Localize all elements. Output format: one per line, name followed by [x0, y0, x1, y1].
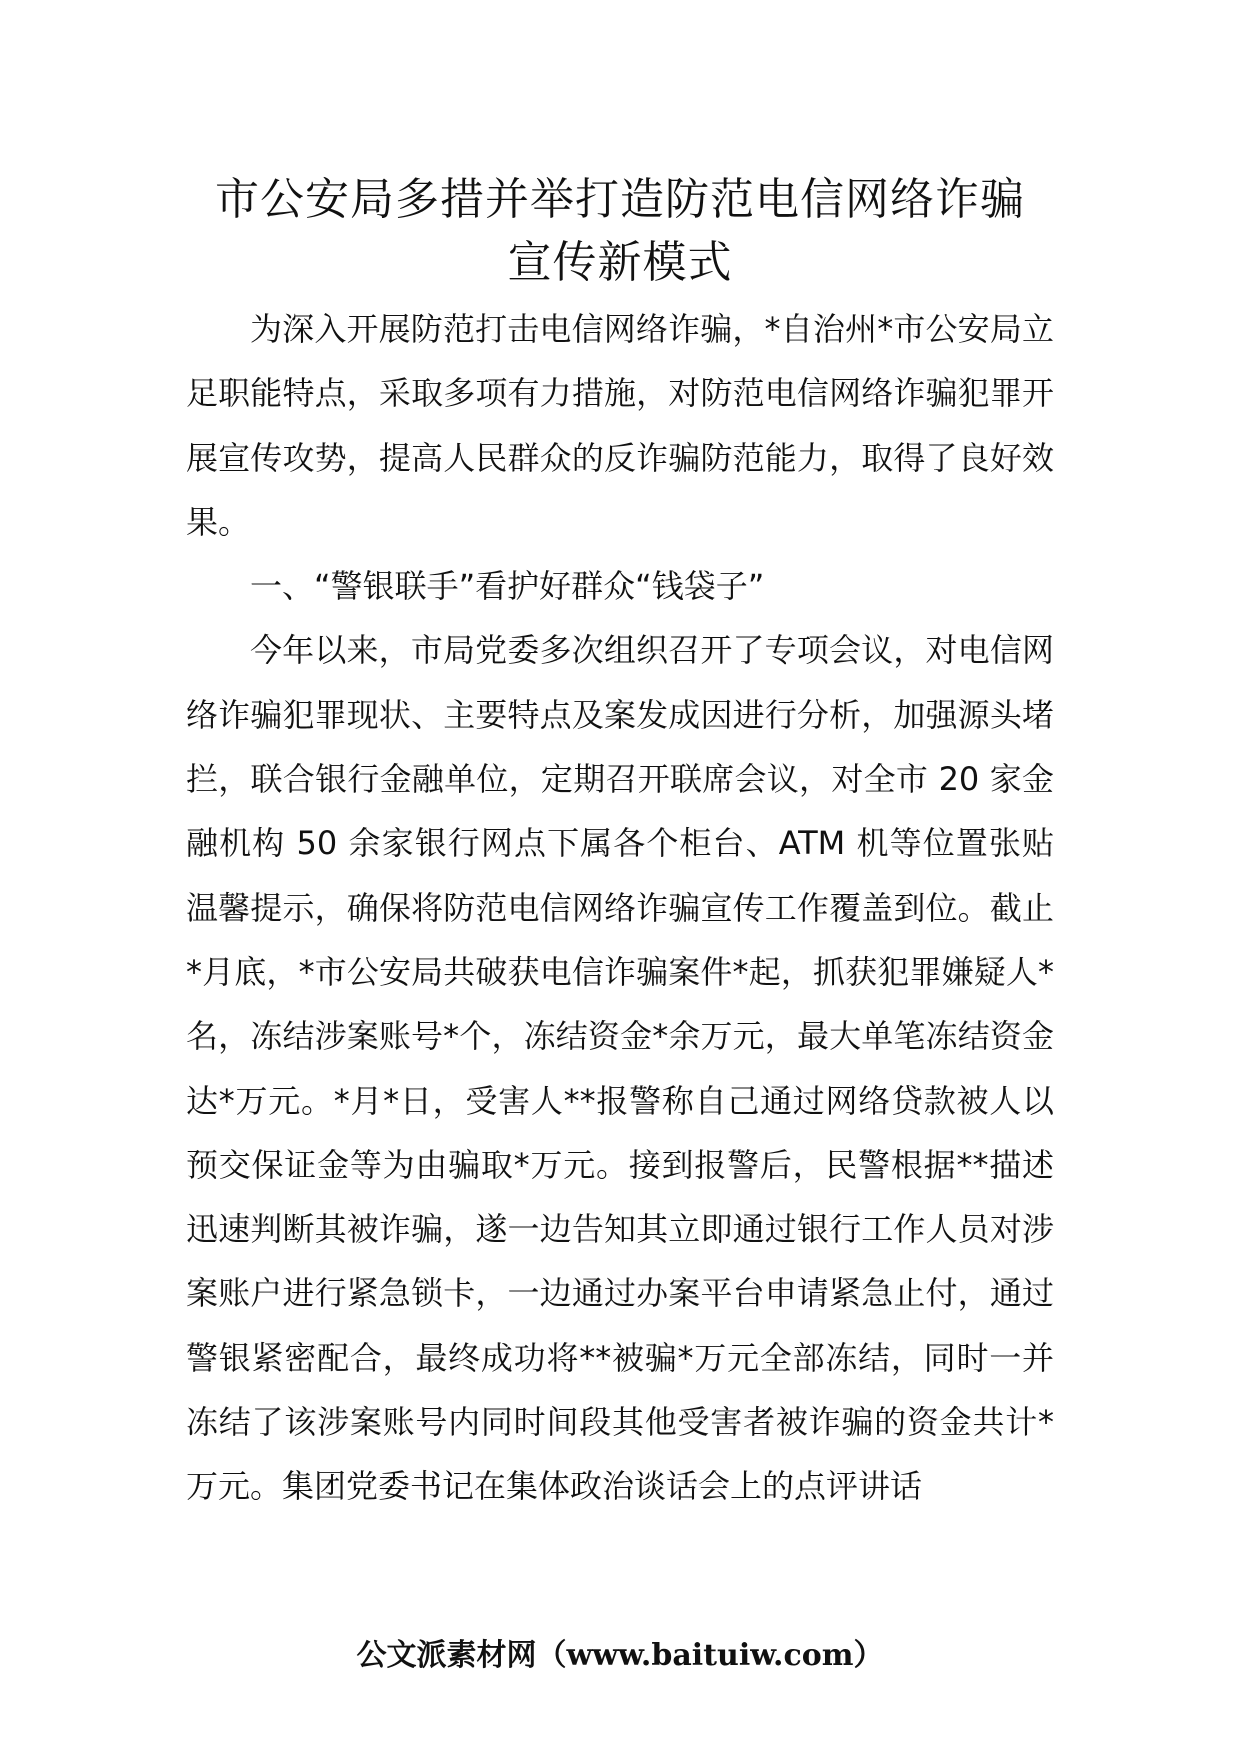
document-body	[186, 297, 1054, 1519]
document-title-line-1: 市公安局多措并举打造防范电信网络诈骗	[215, 174, 1025, 225]
paragraph-main: 今年以来，市局党委多次组织召开了专项会议，对电信网络诈骗犯罪现状、主要特点及案发成因进行分析，加强源头堵拦，联合银行金融单位，定期召开联席会议，对全市 20 家金融机构 50 余家银行网点下属各个柜台、ATM 机等位置张贴温馨提示，确保将防范电信网络诈骗宣传工作覆盖到位。截止*月底，*市公安局共破获电信诈骗案件*起，抓获犯罪嫌疑人*名，冻结涉案账号*个，冻结资金*余万元，最大单笔冻结资金达*万元。*月*日，受害人**报警称自己通过网络贷款被人以预交保证金等为由骗取*万元。接到报警后，民警根据**描述迅速判断其被诈骗，遂一边告知其立即通过银行工作人员对涉案账户进行紧急锁卡，一边通过办案平台申请紧急止付，通过警银紧密配合，最终成功将**被骗*万元全部冻结，同时一并冻结了该涉案账号内同时间段其他受害者被诈骗的资金共计*万元。集团党委书记在集体政治谈话会上的点评讲话	[186, 631, 1054, 1506]
paragraph-intro: 为深入开展防范打击电信网络诈骗，*自治州*市公安局立足职能特点，采取多项有力措施，对防范电信网络诈骗犯罪开展宣传攻势，提高人民群众的反诈骗防范能力，取得了良好效果。	[186, 310, 1054, 541]
section-heading: 一、“警银联手”看护好群众“钱袋子”	[250, 567, 765, 606]
document-title-line-2: 宣传新模式	[507, 237, 733, 288]
footer-watermark: 公文派素材网（www.baituiw.com）	[356, 1638, 884, 1673]
